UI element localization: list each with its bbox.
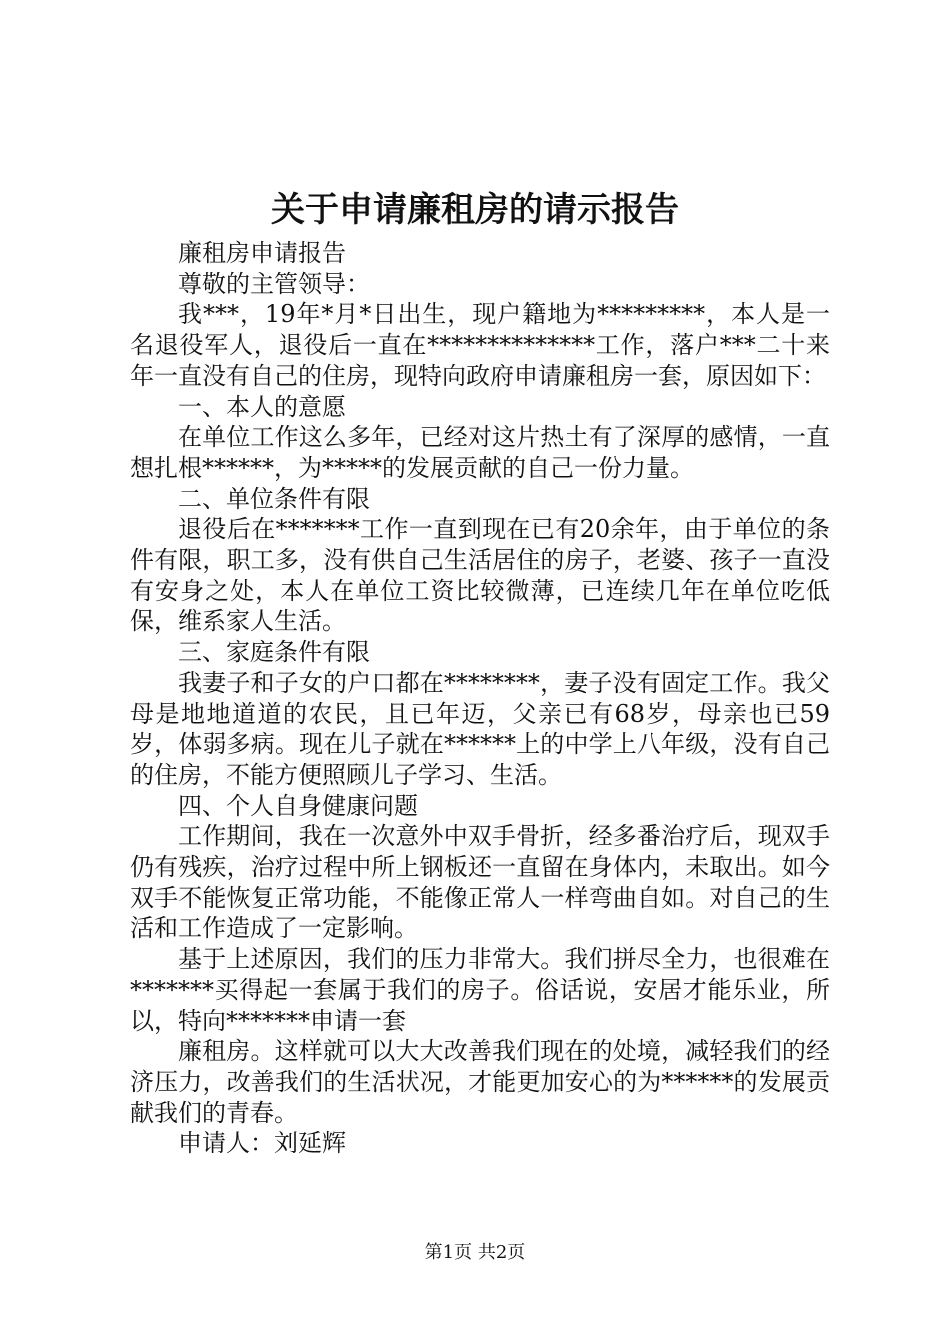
paragraph-salutation: 尊敬的主管领导：	[178, 269, 370, 298]
paragraph-heading: 廉租房申请报告	[178, 239, 346, 267]
paragraph: 廉租房。这样就可以大大改善我们现在的处境，减轻我们的经济压力，改善我们的生活状况，才能更加安心的为******的发展贡献我们的青春。	[130, 1037, 830, 1127]
section-heading-4: 四、个人自身健康问题	[178, 791, 418, 820]
section-heading-1: 一、本人的意愿	[178, 392, 346, 421]
applicant-signature-line: 申请人：刘延辉	[178, 1129, 346, 1158]
document-title: 关于申请廉租房的请示报告	[271, 190, 679, 230]
section-heading-2: 二、单位条件有限	[178, 484, 370, 513]
paragraph: 工作期间，我在一次意外中双手骨折，经多番治疗后，现双手仍有残疾，治疗过程中所上钢板还一直留在身体内，未取出。如今双手不能恢复正常功能，不能像正常人一样弯曲自如。对自己的生活和工作造成了一定影响。	[130, 822, 830, 943]
paragraph: 在单位工作这么多年，已经对这片热土有了深厚的感情，一直想扎根******，为*****的发展贡献的自己一份力量。	[130, 423, 830, 482]
paragraph: 我妻子和子女的户口都在********，妻子没有固定工作。我父母是地地道道的农民，且已年迈，父亲已有68岁，母亲也已59岁，体弱多病。现在儿子就在******上的中学上八年级，没有自己的住房，不能方便照顾儿子学习、生活。	[130, 668, 830, 789]
section-heading-3: 三、家庭条件有限	[178, 638, 370, 667]
paragraph-intro: 我***，19年*月*日出生，现户籍地为*********，本人是一名退役军人，退役后一直在**************工作，落户***二十来年一直没有自己的住房，现特向政府申请廉租房一套，原因如下：	[130, 300, 830, 390]
page-footer: 第1页 共2页	[424, 1242, 526, 1263]
paragraph: 基于上述原因，我们的压力非常大。我们拼尽全力，也很难在*******买得起一套属于我们的房子。俗话说，安居才能乐业，所以，特向*******申请一套	[130, 945, 830, 1035]
paragraph: 退役后在*******工作一直到现在已有20余年，由于单位的条件有限，职工多，没有供自己生活居住的房子，老婆、孩子一直没有安身之处，本人在单位工资比较微薄，已连续几年在单位吃低保，维系家人生活。	[130, 515, 830, 636]
document-body	[130, 238, 830, 1159]
